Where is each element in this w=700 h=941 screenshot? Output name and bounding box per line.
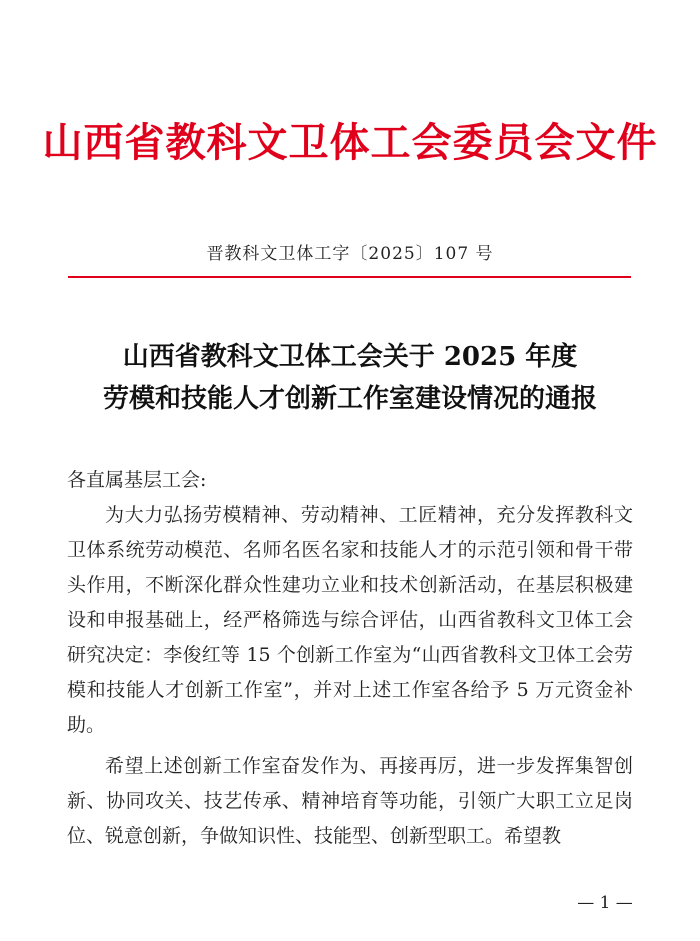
page-number: — 1 — [577,893,633,913]
title-line-2: 劳模和技能人才创新工作室建设情况的通报 [102,384,597,414]
paragraph-2: 希望上述创新工作室奋发作为、再接再厉，进一步发挥集智创新、协同攻关、技艺传承、精神培育等功能，引领广大职工立足岗位、锐意创新，争做知识性、技能型、创新型职工。希望教 [67,755,633,847]
title-line-1: 山西省教科文卫体工会关于 2025 年度 [122,342,578,372]
document-number: 晋教科文卫体工字〔2025〕107 号 [206,244,494,264]
document-body [67,463,633,854]
org-header: 山西省教科文卫体工会委员会文件 [42,119,658,166]
paragraph-1: 为大力弘扬劳模精神、劳动精神、工匠精神，充分发挥教科文卫体系统劳动模范、名师名医名家和技能人才的示范引领和骨干带头作用，不断深化群众性建功立业和技术创新活动，在基层积极建设和申报基础上，经严格筛选与综合评估，山西省教科文卫体工会研究决定：李俊红等 15 个创新工作室为“山西省教科文卫体工会劳模和技能人才创新工作室”，并对上述工作室各给予 5 万元资金补助。 [67,504,633,736]
document-title [0,336,700,420]
red-divider-line [68,276,631,278]
salutation: 各直属基层工会: [67,469,207,491]
